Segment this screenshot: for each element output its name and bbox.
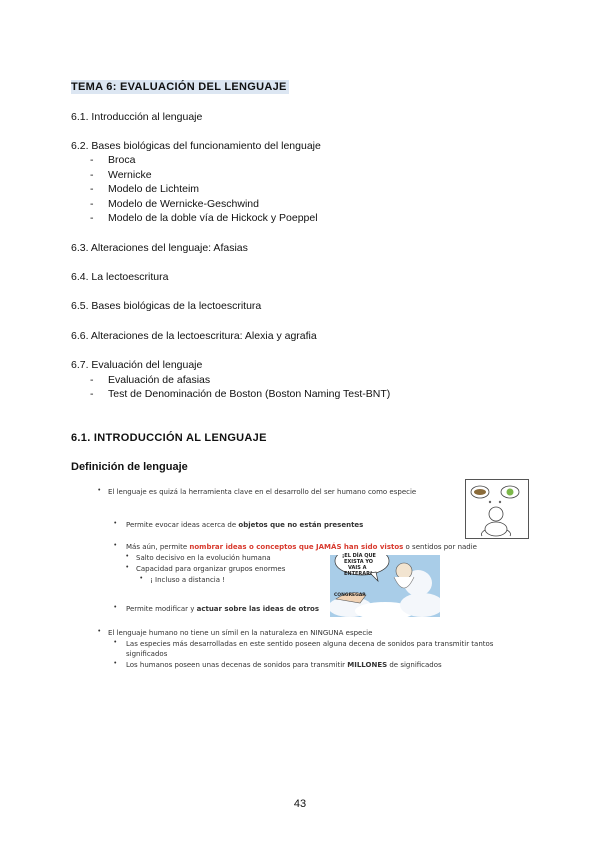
toc-subitem: - Wernicke bbox=[90, 169, 152, 181]
bullet-icon: • bbox=[140, 575, 143, 582]
god-clouds-illustration bbox=[330, 555, 440, 617]
speech-bubble-line-2: EXISTA YO bbox=[344, 559, 374, 565]
section-heading: 6.1. INTRODUCCIÓN AL LENGUAJE bbox=[71, 432, 267, 444]
slide-bullet-2a-line2: significados bbox=[126, 650, 168, 658]
bullet-icon: • bbox=[114, 660, 117, 667]
subsection-heading: Definición de lenguaje bbox=[71, 461, 188, 473]
slide-bullet-1b-1: Salto decisivo en la evolución humana bbox=[136, 554, 271, 562]
toc-subitem: - Evaluación de afasias bbox=[90, 374, 211, 386]
bullet-icon: • bbox=[126, 564, 129, 571]
toc-item-6-6: 6.6. Alteraciones de la lectoescritura: Alexia y agrafia bbox=[71, 330, 317, 342]
bullet-icon: • bbox=[114, 639, 117, 646]
toc-item-6-2: 6.2. Bases biológicas del funcionamiento del lenguaje bbox=[71, 140, 321, 152]
slide-bullet-1: El lenguaje es quizá la herramienta clave en el desarrollo del ser humano como especie bbox=[108, 488, 417, 496]
bullet-icon: • bbox=[114, 520, 117, 527]
toc-subitem: - Modelo de Wernicke-Geschwind bbox=[90, 198, 259, 210]
baby-thinking-illustration bbox=[465, 479, 529, 539]
speech-bubble-line-1: ¡EL DÍA QUE bbox=[342, 553, 376, 559]
toc-item-6-1: 6.1. Introducción al lenguaje bbox=[71, 111, 203, 123]
chapter-title: TEMA 6: EVALUACIÓN DEL LENGUAJE bbox=[71, 81, 287, 93]
bullet-icon: • bbox=[98, 487, 101, 494]
toc-item-6-3: 6.3. Alteraciones del lenguaje: Afasias bbox=[71, 242, 248, 254]
slide-bullet-2: El lenguaje humano no tiene un símil en la naturaleza en NINGUNA especie bbox=[108, 629, 373, 637]
toc-subitem: - Modelo de la doble vía de Hickock y Poeppel bbox=[90, 212, 318, 224]
cartoon-label: CONGREGAR bbox=[334, 593, 366, 598]
slide-bullet-1b-2a: ¡ Incluso a distancia ! bbox=[150, 576, 226, 584]
slide-bullet-2b: Los humanos poseen unas decenas de sonidos para transmitir MILLONES de significados bbox=[126, 661, 442, 669]
bullet-icon: • bbox=[114, 604, 117, 611]
page-number: 43 bbox=[293, 798, 307, 810]
bullet-icon: • bbox=[126, 553, 129, 560]
toc-item-6-5: 6.5. Bases biológicas de la lectoescritura bbox=[71, 300, 262, 312]
toc-item-6-7: 6.7. Evaluación del lenguaje bbox=[71, 359, 203, 371]
toc-item-6-4: 6.4. La lectoescritura bbox=[71, 271, 169, 283]
slide-bullet-1b-2: Capacidad para organizar grupos enormes bbox=[136, 565, 286, 573]
slide-bullet-1a: Permite evocar ideas acerca de objetos que no están presentes bbox=[126, 521, 364, 529]
speech-bubble-line-3: VAIS A bbox=[348, 565, 367, 571]
toc-subitem: - Broca bbox=[90, 154, 136, 166]
bullet-icon: • bbox=[98, 628, 101, 635]
slide-bullet-1c: Permite modificar y actuar sobre las ideas de otros bbox=[126, 605, 320, 613]
bullet-icon: • bbox=[114, 542, 117, 549]
slide-bullet-2a-line1: Las especies más desarrolladas en este sentido poseen alguna decena de sonidos para transmitir tantos bbox=[126, 640, 494, 648]
speech-bubble-line-4: ENTERAR! bbox=[344, 571, 373, 577]
slide-bullet-1b: Más aún, permite nombrar ideas o conceptos que JAMÁS han sido vistos o sentidos por nadie bbox=[126, 543, 477, 551]
toc-subitem: - Test de Denominación de Boston (Boston Naming Test-BNT) bbox=[90, 388, 391, 400]
toc-subitem: - Modelo de Lichteim bbox=[90, 183, 200, 195]
